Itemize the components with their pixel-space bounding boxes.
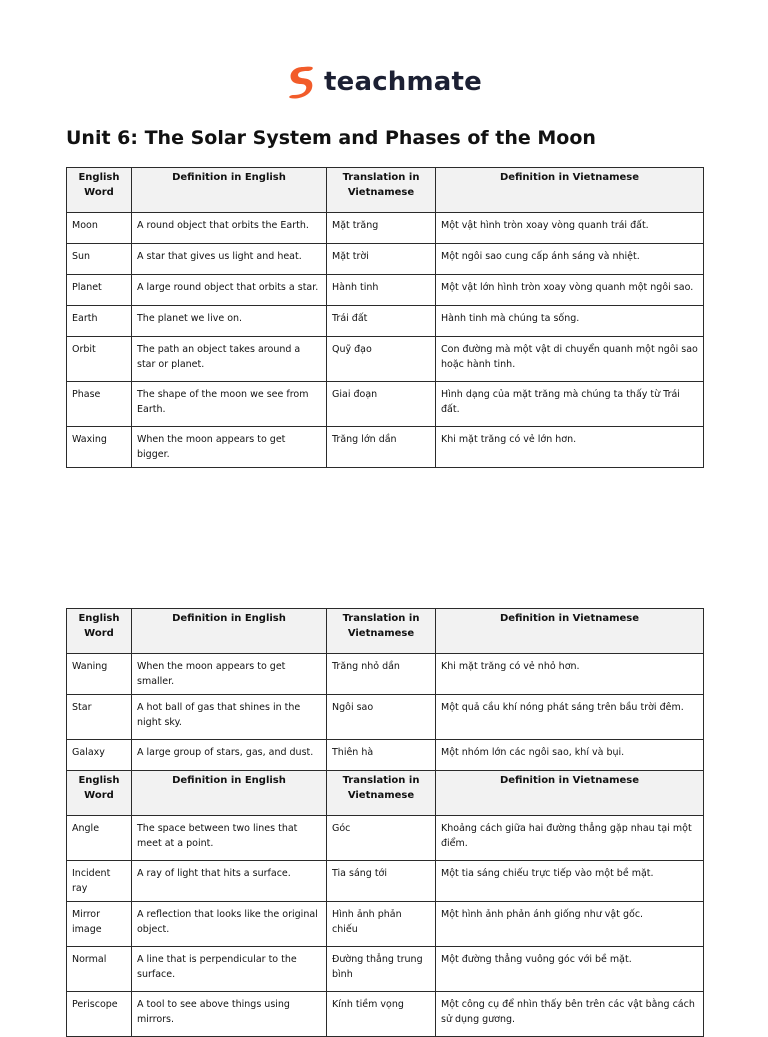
cell-word: Phase [67,382,132,427]
cell-def-vi: Hình dạng của mặt trăng mà chúng ta thấy từ Trái đất. [436,382,704,427]
table-row [67,306,704,337]
cell-def-vi: Một đường thẳng vuông góc với bề mặt. [436,947,704,992]
cell-word: Periscope [67,992,132,1037]
cell-trans-vi: Hành tinh [327,275,436,306]
teachmate-logo [286,65,482,99]
cell-word: Moon [67,213,132,244]
cell-def-en: The space between two lines that meet at a point. [132,816,327,861]
cell-word: Waning [67,654,132,695]
cell-def-vi: Con đường mà một vật di chuyển quanh một ngôi sao hoặc hành tinh. [436,337,704,382]
cell-def-en: A large group of stars, gas, and dust. [132,740,327,771]
logo-mark-shape [289,67,313,99]
cell-def-vi: Một ngôi sao cung cấp ánh sáng và nhiệt. [436,244,704,275]
cell-trans-vi: Đường thẳng trung bình [327,947,436,992]
cell-def-en: A hot ball of gas that shines in the night sky. [132,695,327,740]
cell-def-vi: Khoảng cách giữa hai đường thẳng gặp nhau tại một điểm. [436,816,704,861]
table-row [67,382,704,427]
column-header-def-en: Definition in English [132,771,327,816]
cell-word: Star [67,695,132,740]
cell-def-vi: Một nhóm lớn các ngôi sao, khí và bụi. [436,740,704,771]
table-row [67,427,704,468]
cell-word: Angle [67,816,132,861]
cell-def-en: The shape of the moon we see from Earth. [132,382,327,427]
cell-def-vi: Một tia sáng chiếu trực tiếp vào một bề mặt. [436,861,704,902]
table-row [67,902,704,947]
cell-trans-vi: Trăng nhỏ dần [327,654,436,695]
column-header-def-en: Definition in English [132,168,327,213]
cell-word: Earth [67,306,132,337]
cell-word: Galaxy [67,740,132,771]
column-header-trans-vi: Translation in Vietnamese [327,168,436,213]
cell-trans-vi: Thiên hà [327,740,436,771]
cell-trans-vi: Giai đoạn [327,382,436,427]
cell-trans-vi: Trăng lớn dần [327,427,436,468]
page-title: Unit 6: The Solar System and Phases of the Moon [66,127,596,149]
column-header-def-vi: Definition in Vietnamese [436,609,704,654]
cell-def-en: The path an object takes around a star or planet. [132,337,327,382]
cell-def-en: A round object that orbits the Earth. [132,213,327,244]
column-header-word: English Word [67,771,132,816]
vocab-table-1 [66,167,704,468]
cell-trans-vi: Trái đất [327,306,436,337]
cell-def-en: The planet we live on. [132,306,327,337]
cell-word: Orbit [67,337,132,382]
cell-trans-vi: Ngôi sao [327,695,436,740]
cell-def-vi: Một vật hình tròn xoay vòng quanh trái đất. [436,213,704,244]
table-row [67,275,704,306]
cell-trans-vi: Góc [327,816,436,861]
cell-def-vi: Hành tinh mà chúng ta sống. [436,306,704,337]
teachmate-logo-icon [286,65,316,99]
logo-header [0,60,768,104]
cell-def-en: When the moon appears to get smaller. [132,654,327,695]
cell-def-en: A line that is perpendicular to the surface. [132,947,327,992]
cell-trans-vi: Hình ảnh phản chiếu [327,902,436,947]
table-header-row [67,771,704,816]
cell-word: Mirror image [67,902,132,947]
cell-def-en: A ray of light that hits a surface. [132,861,327,902]
cell-def-vi: Một công cụ để nhìn thấy bên trên các vật bằng cách sử dụng gương. [436,992,704,1037]
table-row [67,695,704,740]
cell-def-en: A reflection that looks like the original object. [132,902,327,947]
cell-trans-vi: Quỹ đạo [327,337,436,382]
cell-word: Waxing [67,427,132,468]
cell-word: Planet [67,275,132,306]
table-row [67,947,704,992]
table-row [67,816,704,861]
table-row [67,213,704,244]
column-header-word: English Word [67,168,132,213]
table-row [67,337,704,382]
cell-trans-vi: Tia sáng tới [327,861,436,902]
cell-def-en: A large round object that orbits a star. [132,275,327,306]
cell-def-vi: Khi mặt trăng có vẻ lớn hơn. [436,427,704,468]
table-row [67,244,704,275]
vocab-table-2 [66,608,704,1037]
table-row [67,654,704,695]
column-header-word: English Word [67,609,132,654]
table-header-row [67,168,704,213]
cell-def-vi: Một quả cầu khí nóng phát sáng trên bầu trời đêm. [436,695,704,740]
cell-trans-vi: Kính tiềm vọng [327,992,436,1037]
column-header-trans-vi: Translation in Vietnamese [327,609,436,654]
column-header-def-vi: Definition in Vietnamese [436,168,704,213]
cell-def-en: When the moon appears to get bigger. [132,427,327,468]
column-header-trans-vi: Translation in Vietnamese [327,771,436,816]
cell-def-vi: Khi mặt trăng có vẻ nhỏ hơn. [436,654,704,695]
cell-trans-vi: Mặt trời [327,244,436,275]
cell-def-vi: Một vật lớn hình tròn xoay vòng quanh một ngôi sao. [436,275,704,306]
table-row [67,992,704,1037]
cell-word: Sun [67,244,132,275]
table-row [67,861,704,902]
logo-wordmark: teachmate [323,67,483,97]
cell-def-en: A tool to see above things using mirrors. [132,992,327,1037]
cell-word: Normal [67,947,132,992]
cell-word: Incident ray [67,861,132,902]
cell-def-en: A star that gives us light and heat. [132,244,327,275]
cell-trans-vi: Mặt trăng [327,213,436,244]
column-header-def-en: Definition in English [132,609,327,654]
table-header-row [67,609,704,654]
cell-def-vi: Một hình ảnh phản ánh giống như vật gốc. [436,902,704,947]
column-header-def-vi: Definition in Vietnamese [436,771,704,816]
table-row [67,740,704,771]
